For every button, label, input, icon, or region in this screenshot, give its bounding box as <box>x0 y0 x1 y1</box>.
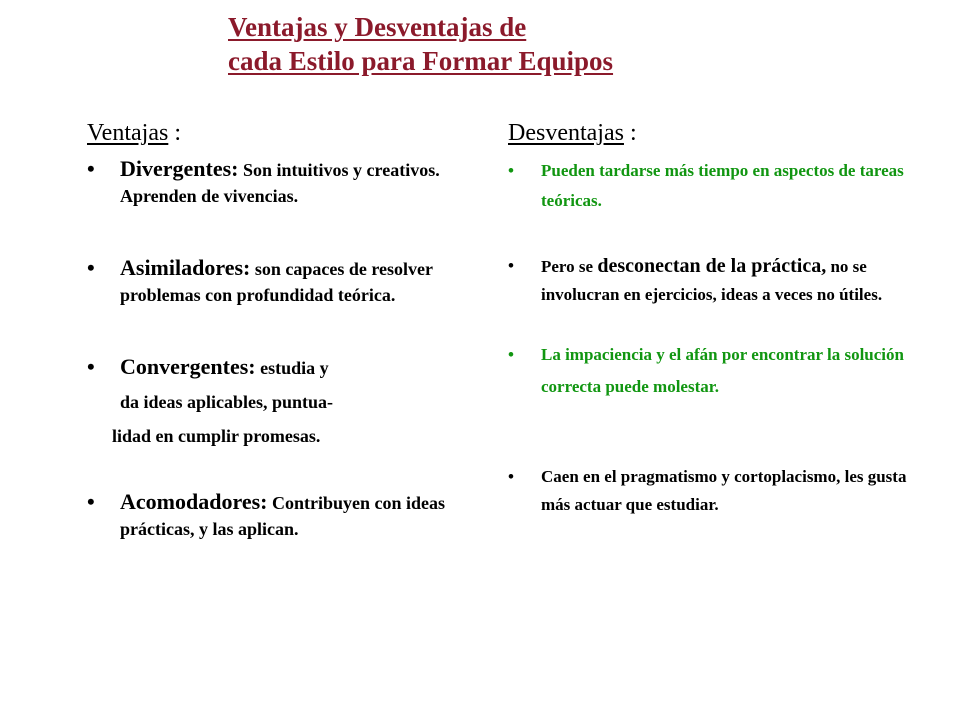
disadvantage-2 <box>508 252 938 309</box>
advantage-asimiladores <box>87 255 487 308</box>
bullet-icon: • <box>508 256 514 275</box>
item-emphasis: desconectan de la práctica, <box>597 255 827 277</box>
disadvantages-column <box>508 118 938 519</box>
disadvantages-header: Desventajas : <box>508 120 637 146</box>
bullet-icon: • <box>87 156 95 181</box>
item-text: Son intuitivos y creativos. Aprenden de vivencias. <box>120 160 440 206</box>
title-line-1: Ventajas y Desventajas de <box>228 12 527 42</box>
term-label: Divergentes: <box>120 156 239 181</box>
item-text: estudia y <box>255 358 329 378</box>
advantage-convergentes <box>87 354 487 449</box>
item-text: Pueden tardarse más tiempo en aspectos de tareas teóricas. <box>541 161 904 210</box>
bullet-icon: • <box>508 345 514 364</box>
item-continuation-1: da ideas aplicables, puntua- <box>120 392 334 412</box>
advantage-divergentes <box>87 156 487 209</box>
title-line-2: cada Estilo para Formar Equipos <box>228 46 614 76</box>
item-text: Caen en el pragmatismo y cortoplacismo, les gusta más actuar que estudiar. <box>541 467 907 514</box>
disadvantage-1 <box>508 156 938 216</box>
advantages-column <box>87 118 487 542</box>
item-text: Contribuyen con ideas prácticas, y las aplican. <box>120 493 445 539</box>
bullet-icon: • <box>87 255 95 280</box>
item-continuation-2: lidad en cumplir promesas. <box>112 426 321 446</box>
bullet-icon: • <box>87 354 95 379</box>
term-label: Asimiladores: <box>120 255 251 280</box>
item-text: no se involucran en ejercicios, ideas a veces no útiles. <box>541 257 883 304</box>
advantage-acomodadores <box>87 489 487 542</box>
item-prefix: Pero se <box>541 257 598 276</box>
disadvantage-4 <box>508 463 938 519</box>
item-text: son capaces de resolver problemas con profundidad teórica. <box>120 259 433 305</box>
term-label: Convergentes: <box>120 354 256 379</box>
bullet-icon: • <box>87 489 95 514</box>
bullet-icon: • <box>508 467 514 486</box>
bullet-icon: • <box>508 161 514 180</box>
page-title <box>228 10 928 78</box>
disadvantage-3 <box>508 339 938 403</box>
advantages-header: Ventajas : <box>87 120 181 146</box>
item-text: La impaciencia y el afán por encontrar la solución correcta puede molestar. <box>541 345 904 396</box>
term-label: Acomodadores: <box>120 489 268 514</box>
